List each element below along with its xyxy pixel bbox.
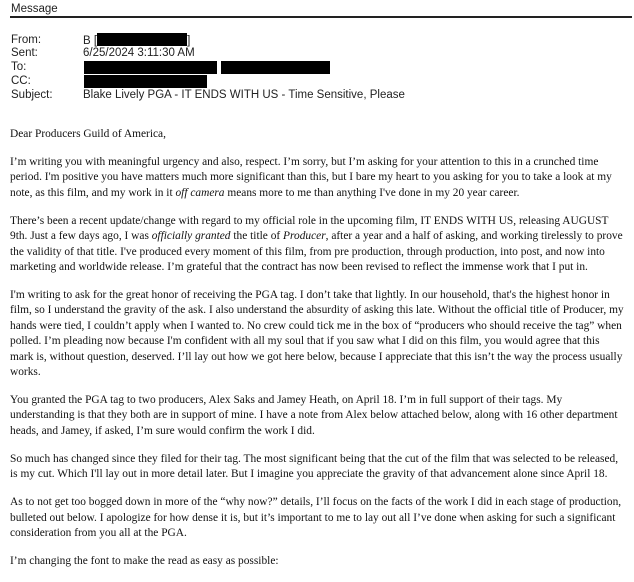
redacted-to-address-1 [84, 61, 217, 74]
text-segment: 9th. Just a few days ago, I was [10, 230, 152, 243]
text-segment: film, so I understand the gravity of the ask. I also understand the absurdity of asking this late. Without the official title of Producer, my [10, 304, 624, 317]
body-paragraph [10, 393, 630, 439]
from-label: From: [11, 34, 42, 46]
text-segment: consideration from you all at the PGA. [10, 527, 187, 540]
text-segment: period. I'm positive you have matters much more significant than this, but I bare my heart to you asking for you to take a look at my [10, 171, 612, 184]
redacted-from-address [97, 33, 187, 46]
text-segment: means more to me than anything I've done in my 20 year career. [224, 186, 520, 199]
sent-label: Sent: [11, 47, 38, 59]
text-segment: You granted the PGA tag to two producers, Alex Saks and Jamey Heath, on April 18. I’m in full support of their tags. My [10, 394, 563, 407]
body-line [10, 288, 630, 303]
subject-label: Subject: [11, 89, 53, 101]
body-line [10, 319, 630, 334]
text-segment: As to not get too bogged down in more of the “why now?” details, I’ll focus on the facts of the work I did in each stage of production, [10, 496, 622, 509]
text-segment: the title of [230, 230, 284, 243]
text-segment: the validity of that title. I've produced every moment of this film, from pre production, through production, into post, and now into [10, 245, 605, 258]
text-segment: note, as this film, and my work in it [10, 186, 176, 199]
from-prefix: B [ [83, 35, 98, 47]
redacted-to-address-2 [221, 61, 330, 74]
body-line [10, 526, 630, 541]
cc-label: CC: [11, 75, 31, 87]
body-line [10, 467, 630, 482]
body-paragraph [10, 452, 630, 483]
body-paragraph [10, 127, 630, 142]
text-segment: I’m writing you with meaningful urgency and also, respect. I’m sorry, but I’m asking for your attention to this in a crunched time [10, 156, 599, 168]
body-line [10, 393, 630, 408]
body-line [10, 303, 630, 318]
to-label: To: [11, 61, 27, 73]
text-segment: So much has changed since they filed for their tag. The most significant being that the cut of the film that was selected to be released, [10, 452, 619, 465]
text-segment: Dear Producers Guild of America, [10, 128, 166, 140]
body-line [10, 245, 630, 260]
body-paragraph [10, 288, 630, 380]
body-paragraph [10, 155, 630, 201]
body-line [10, 408, 630, 423]
body-line [10, 350, 630, 365]
body-paragraph [10, 554, 630, 569]
text-segment: heads, and Jamey, if asked, I’m sure would confirm the work I did. [10, 424, 315, 437]
body-line [10, 452, 630, 467]
header-divider [10, 16, 632, 18]
body-line [10, 424, 630, 439]
text-segment: mark is, without question, deserved. I’ll lay out how we got here below, because I appreciate that this isn’t the way the process usually [10, 350, 623, 363]
italic-text: off camera [175, 186, 225, 199]
text-segment: There’s been a recent update/change with regard to my official role in the upcoming film, IT ENDS WITH US, releasing AUGUST [10, 214, 609, 227]
text-segment: I'm writing to ask for the great honor of receiving the PGA tag. I don’t take that lightly. In our household, that's the highest honor in [10, 289, 610, 302]
text-segment: polled. I’m pleading now because I'm confident with all my soul that if you saw what I did on this film, you would agree that this [10, 335, 600, 348]
body-paragraph [10, 495, 630, 541]
italic-text: officially granted [151, 230, 231, 243]
sent-value: 6/25/2024 3:11:30 AM [83, 47, 195, 59]
body-paragraph [10, 214, 630, 276]
body-line [10, 170, 630, 185]
subject-value: Blake Lively PGA - IT ENDS WITH US - Time Sensitive, Please [83, 89, 405, 101]
body-line [10, 365, 630, 380]
text-segment: hands were tied, I couldn’t apply when I wanted to. No crew could tick me in the box of “producers who should receive the tag” when [10, 319, 622, 332]
italic-text: Producer [283, 230, 326, 243]
body-line [10, 127, 630, 142]
body-line [10, 186, 630, 201]
body-line [10, 260, 630, 275]
text-segment: understanding is that they both are in support of mine. I have a note from Alex below attached below, along with 16 other department [10, 409, 618, 422]
body-line [10, 495, 630, 510]
body-line [10, 334, 630, 349]
message-header-title: Message [11, 3, 58, 15]
from-suffix: ] [187, 35, 191, 47]
text-segment: is my cut. Which I'll lay out in more detail later. But I imagine you appreciate the gravity of that advancement alone since April 18. [10, 468, 608, 481]
body-line [10, 155, 630, 170]
body-line [10, 214, 630, 229]
body-line [10, 229, 630, 244]
email-body [10, 127, 630, 582]
text-segment: , after a year and a half of asking, and working tirelessly to prove [325, 230, 623, 243]
text-segment: I’m changing the font to make the read as easy as possible: [10, 555, 279, 568]
text-segment: marketing and worldwide release. I’m grateful that the contract has now been revised to reflect the immense work that I put in. [10, 261, 588, 274]
text-segment: works. [10, 366, 41, 379]
body-line [10, 511, 630, 526]
body-line [10, 554, 630, 569]
redacted-cc-address [84, 75, 207, 88]
text-segment: bulleted out below. I apologize for how dense it is, but it’s important to me to lay out all I’ve done when asking for such a significant [10, 511, 616, 524]
